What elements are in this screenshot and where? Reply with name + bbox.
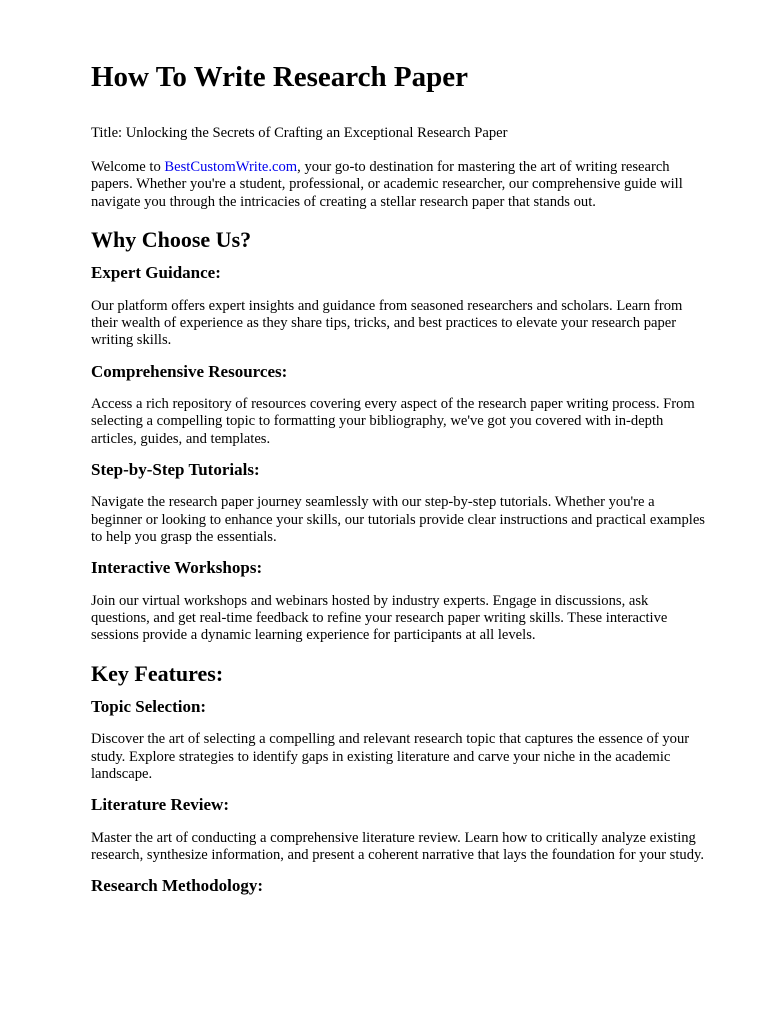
- subheading-step-by-step: Step-by-Step Tutorials:: [91, 459, 260, 479]
- subheading-topic-selection: Topic Selection:: [91, 696, 207, 716]
- subheading-expert-guidance: Expert Guidance:: [91, 263, 221, 283]
- paragraph-expert-guidance: Our platform offers expert insights and guidance from seasoned researchers and scholars. Learn from their wealth of experience as they share tips, tricks, and best practices to elevate your research paper writing skills.: [91, 297, 683, 349]
- intro-text-after-link: , your go-to destination for mastering the art of writing research papers. Whether you're a student, professional, or academic researcher, our comprehensive guide will navigate you through the intricacies of creating a stellar research paper that stands out.: [91, 159, 683, 210]
- subheading-literature-review: Literature Review:: [91, 795, 229, 815]
- section-heading-why: Why Choose Us?: [91, 226, 252, 252]
- site-link[interactable]: BestCustomWrite.com: [164, 159, 298, 176]
- subheading-interactive-workshops: Interactive Workshops:: [91, 558, 263, 578]
- section-heading-features: Key Features:: [91, 660, 224, 686]
- paragraph-literature-review: Master the art of conducting a comprehensive literature review. Learn how to critically analyze existing research, synthesize information, and present a coherent narrative that lays the foundation for your study.: [91, 829, 704, 863]
- page-title: How To Write Research Paper: [91, 61, 468, 93]
- paragraph-interactive-workshops: Join our virtual workshops and webinars hosted by industry experts. Engage in discussions, ask questions, and get real-time feedback to refine your research paper writing skills. These interactive sessions provide a dynamic learning experience for participants at all levels.: [91, 592, 668, 644]
- subheading-research-methodology: Research Methodology:: [91, 876, 264, 896]
- paragraph-step-by-step: Navigate the research paper journey seamlessly with our step-by-step tutorials. Whether you're a beginner or looking to enhance your skills, our tutorials provide clear instructions and practical examples to help you grasp the essentials.: [91, 494, 705, 545]
- subheading-comprehensive-resources: Comprehensive Resources:: [91, 361, 288, 381]
- paragraph-comprehensive-resources: Access a rich repository of resources covering every aspect of the research paper writing process. From selecting a compelling topic to formatting your bibliography, we've got you covered with in-depth articles, guides, and templates.: [91, 396, 695, 447]
- intro-text-before-link: Welcome to: [91, 159, 165, 176]
- subtitle-line: Title: Unlocking the Secrets of Crafting an Exceptional Research Paper: [91, 124, 508, 141]
- paragraph-topic-selection: Discover the art of selecting a compelling and relevant research topic that captures the essence of your study. Explore strategies to identify gaps in existing literature and carve your niche in the academic landscape.: [91, 731, 690, 782]
- intro-paragraph: [91, 159, 708, 211]
